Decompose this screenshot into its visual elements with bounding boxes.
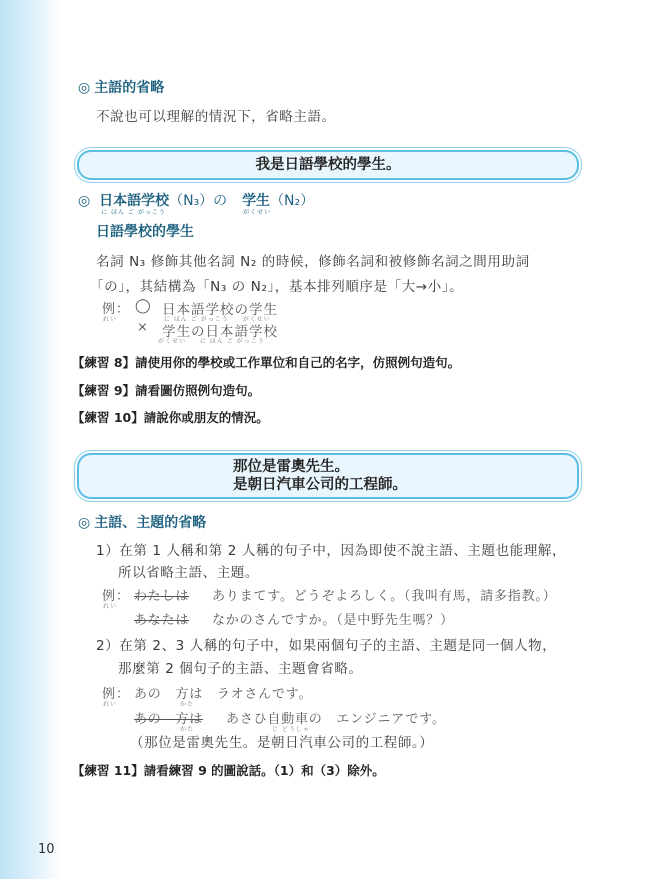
double-circle-icon: ◎ (78, 193, 91, 209)
term-nihongo-gakkou (99, 190, 170, 216)
furigana-kata: かた (180, 701, 195, 708)
page-side-gradient (0, 0, 62, 879)
section-heading-n3-no-n2 (78, 190, 315, 216)
wrong-example-ruby: がくせい に ほん ご がっこう (158, 338, 265, 345)
point1-line2: 所以省略主語、主題。 (118, 565, 259, 581)
example1-row1-text: ありまてす。どうぞよろしく。（我叫有馬，請多指教。） (212, 589, 557, 604)
point1-line1: 1）在第 1 人稱和第 2 人稱的句子中，因為即使不說主語、主題也能理解， (96, 543, 567, 559)
term-gakusei (242, 190, 272, 216)
heading-text: 主語、主題的省略 (94, 515, 207, 531)
term-text: 学生 (242, 193, 271, 209)
struck-subject-anokatawa: あの 方は (134, 712, 204, 727)
section2-body-line2: 「の」，其結構為「N₃ の N₂」，基本排列順序是「大→小」。 (90, 279, 464, 295)
example-label: 例： (102, 687, 131, 702)
wrong-example-text: 学生の日本語学校 (162, 324, 278, 340)
example1-row2-text: なかのさんですか。（是中野先生嗎？） (212, 613, 454, 628)
page-number: 10 (38, 842, 55, 857)
section-heading-subject-topic-omission (78, 512, 206, 532)
exercise-label: 【練習 11】 (72, 763, 144, 778)
exercise-8 (72, 353, 460, 371)
exercise-text: 請使用你的學校或工作單位和自己的名字，仿照例句造句。 (135, 355, 461, 370)
struck-subject-watashiwa: わたしは (134, 589, 190, 604)
exercise-11 (72, 761, 385, 779)
struck-subject-anatawa: あなたは (134, 613, 190, 628)
exercise-text: 請說你或朋友的情況。 (143, 410, 269, 425)
wrong-mark-icon: × (137, 320, 149, 335)
exercise-label: 【練習 10】 (72, 410, 144, 425)
section-heading-subject-omission (78, 77, 164, 97)
correct-mark-icon: ◯ (135, 298, 152, 314)
example2-translation: （那位是雷奧先生。是朝日汽車公司的工程師。） (130, 735, 434, 751)
furigana: れい (103, 316, 118, 323)
correct-example-text: 日本語学校の学生 (162, 302, 278, 318)
label-text: 例： (102, 302, 131, 317)
exercise-text: 請看圖仿照例句造句。 (135, 383, 261, 398)
example2-row1-text: あの 方は ラオさんです。 (134, 687, 313, 702)
banner-line-1: 那位是雷奧先生。 (233, 459, 349, 475)
furigana: れい (103, 701, 118, 708)
banner-text: 我是日語學校的學生。 (255, 157, 401, 173)
example-label: 例： (102, 589, 131, 604)
banner-text (233, 458, 407, 494)
n3-label: （N₃）の (169, 193, 228, 209)
heading-text: 主語的省略 (94, 80, 165, 96)
furigana: れい (103, 603, 118, 610)
furigana: がくせい (243, 209, 272, 216)
section1-body: 不說也可以理解的情況下，省略主語。 (96, 109, 336, 125)
banner-sentence-2 (77, 453, 579, 499)
exercise-label: 【練習 8】 (72, 355, 136, 370)
exercise-9 (72, 381, 260, 399)
exercise-label: 【練習 9】 (72, 383, 136, 398)
point2-line2: 那麼第 2 個句子的主語、主題會省略。 (118, 661, 363, 677)
point2-line1: 2）在第 2、3 人稱的句子中，如果兩個句子的主語、主題是同一個人物， (96, 638, 557, 654)
furigana: に ほん ご がっこう (101, 209, 166, 216)
section2-body-line1: 名詞 N₃ 修飾其他名詞 N₂ 的時候，修飾名詞和被修飾名詞之間用助詞 (96, 254, 530, 270)
n2-label: （N₂） (270, 193, 315, 209)
example2-row2-text: あさひ自動車の エンジニアです。 (226, 712, 446, 727)
section2-subheading: 日語學校的學生 (96, 224, 194, 240)
banner-sentence-1 (77, 150, 579, 180)
correct-example-ruby: に ほん ご がっこう がくせい (164, 316, 271, 323)
banner-line-2: 是朝日汽車公司的工程師。 (233, 477, 407, 493)
exercise-text: 請看練習 9 的圖說話。（1）和（3）除外。 (143, 763, 385, 778)
double-circle-icon: ◎ (78, 515, 91, 531)
exercise-10 (72, 408, 269, 426)
furigana-kata: かた (180, 726, 195, 733)
furigana-jidousha: じ どうしゃ (272, 726, 310, 733)
double-circle-icon: ◎ (78, 80, 91, 96)
term-text: 日本語学校 (99, 193, 170, 209)
